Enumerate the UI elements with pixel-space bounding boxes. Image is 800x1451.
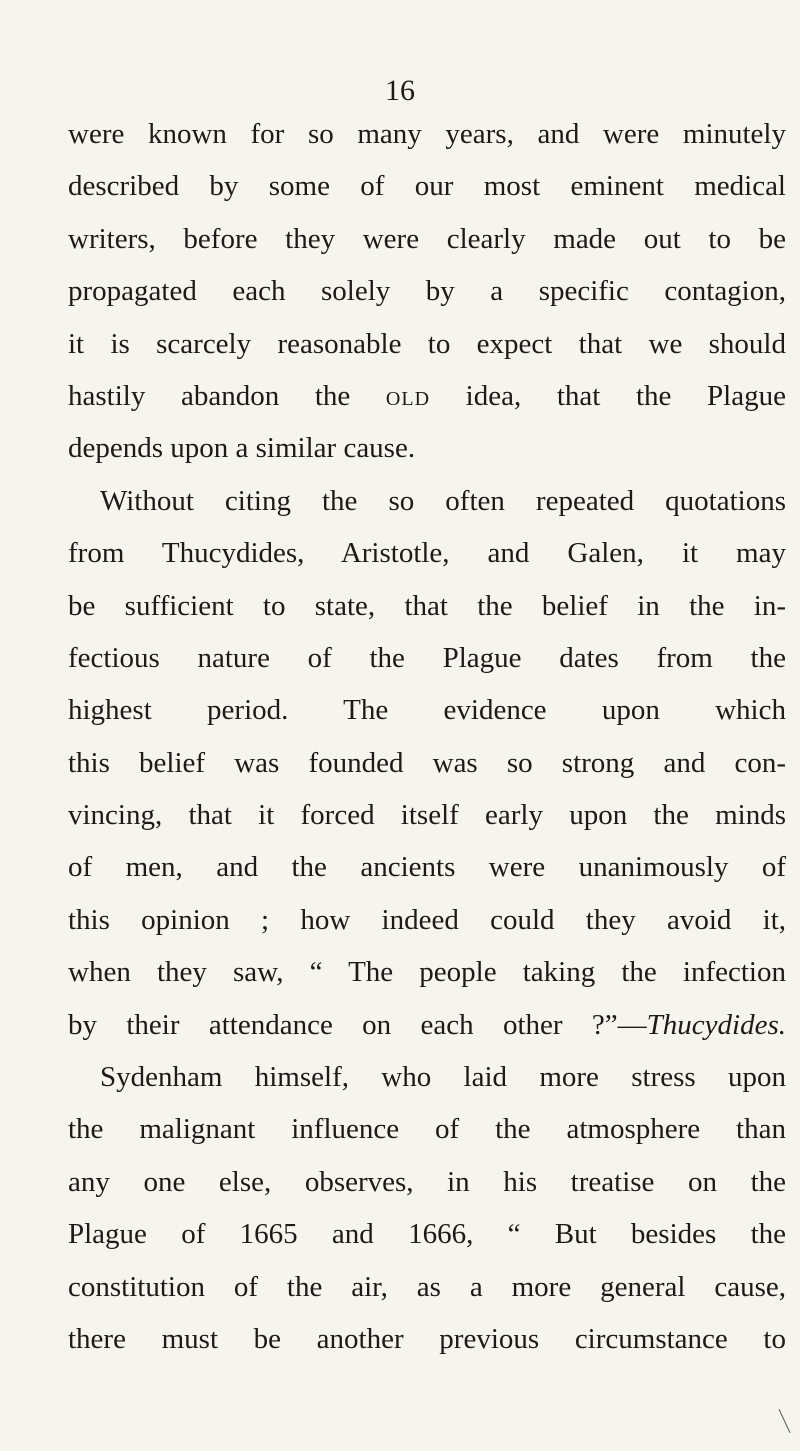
page-number: 16 <box>385 74 415 107</box>
margin-mark <box>779 1409 791 1433</box>
text-line: fectious nature of the Plague dates from the <box>68 641 786 674</box>
small-caps-word: old <box>385 379 431 412</box>
text-line: Without citing the so often repeated quotations <box>100 484 786 517</box>
text-line: propagated each solely by a specific contagion, <box>68 275 786 308</box>
text-line: when they saw, “ The people taking the infection <box>68 956 786 989</box>
text-line: described by some of our most eminent medical <box>68 170 786 203</box>
text-line: the malignant influence of the atmosphere than <box>68 1113 786 1146</box>
text-line: vincing, that it forced itself early upon the minds <box>68 799 786 832</box>
text-line: Sydenham himself, who laid more stress upon <box>100 1061 786 1094</box>
text-line: depends upon a similar cause. <box>68 432 416 465</box>
text-line <box>68 999 786 1051</box>
text-line: this opinion ; how indeed could they avoid it, <box>68 903 786 936</box>
italic-word: Thucydides. <box>646 1008 786 1041</box>
text-line: constitution of the air, as a more general cause, <box>68 1270 786 1303</box>
text-line: this belief was founded was so strong and con- <box>68 746 786 779</box>
text-line: of men, and the ancients were unanimously of <box>68 851 786 884</box>
text-line: there must be another previous circumstance to <box>68 1322 786 1355</box>
text-line: any one else, observes, in his treatise on the <box>68 1165 786 1198</box>
text-fragment: hastily abandon the <box>68 379 386 412</box>
text-line: it is scarcely reasonable to expect that we should <box>68 327 786 360</box>
text-fragment: by their attendance on each other ?”— <box>68 1008 647 1041</box>
text-line <box>68 370 786 422</box>
body-text <box>68 108 786 1365</box>
text-line: Plague of 1665 and 1666, “ But besides the <box>68 1218 786 1251</box>
text-fragment: idea, that the Plague <box>430 379 786 412</box>
text-line: highest period. The evidence upon which <box>68 694 786 727</box>
text-line: were known for so many years, and were minutely <box>68 118 786 150</box>
text-line: from Thucydides, Aristotle, and Galen, it may <box>68 537 786 570</box>
text-line: be sufficient to state, that the belief in the in- <box>68 589 786 622</box>
text-line: writers, before they were clearly made out to be <box>68 222 786 255</box>
